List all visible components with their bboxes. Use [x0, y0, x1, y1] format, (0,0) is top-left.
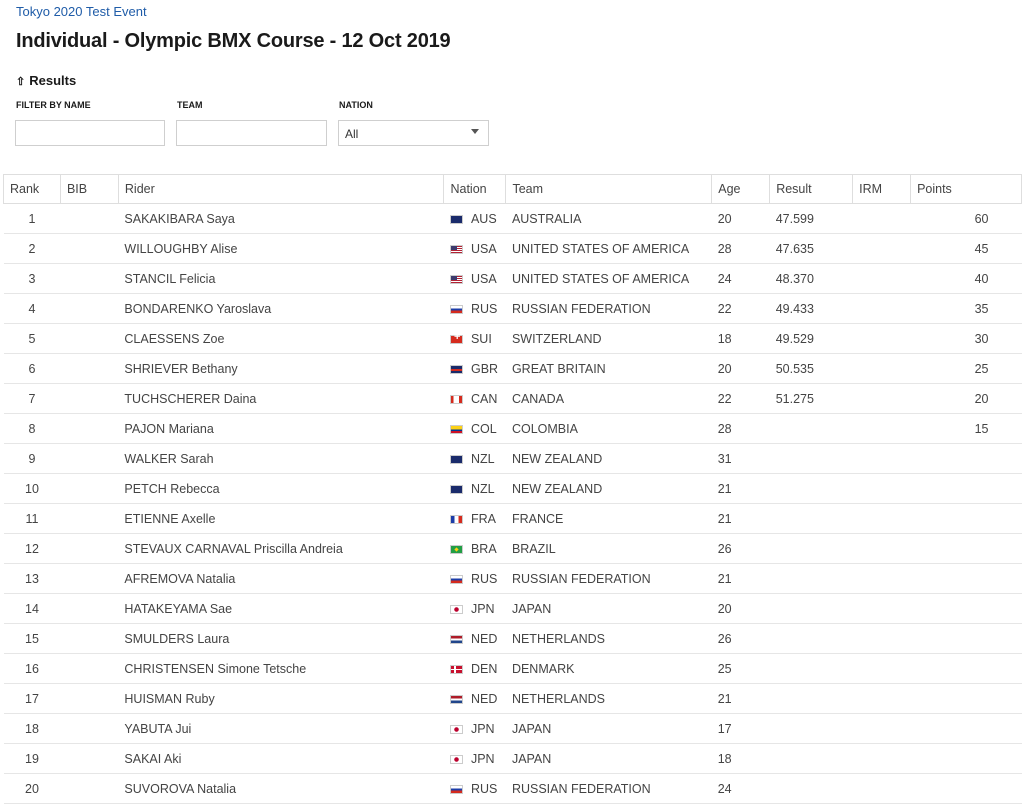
team-cell: UNITED STATES OF AMERICA: [506, 264, 712, 294]
flag-icon: [450, 485, 463, 494]
col-irm[interactable]: IRM: [853, 175, 911, 204]
points-cell: [911, 534, 1022, 564]
irm-cell: [853, 474, 911, 504]
rider-cell: ETIENNE Axelle: [118, 504, 444, 534]
result-cell: [770, 714, 853, 744]
rank-cell: 18: [4, 714, 61, 744]
bib-cell: [60, 744, 118, 774]
team-cell: SWITZERLAND: [506, 324, 712, 354]
col-nation[interactable]: Nation: [444, 175, 506, 204]
age-cell: 22: [712, 384, 770, 414]
filter-nation-label: NATION: [339, 100, 373, 110]
flag-icon: [450, 605, 463, 614]
table-row[interactable]: [4, 774, 1022, 804]
rider-cell: SHRIEVER Bethany: [118, 354, 444, 384]
nation-cell: [444, 474, 506, 504]
nation-code: COL: [470, 421, 497, 436]
nation-cell: [444, 564, 506, 594]
nation-select-value: All: [345, 127, 359, 141]
flag-icon: [450, 455, 463, 464]
team-cell: DENMARK: [506, 654, 712, 684]
result-cell: [770, 534, 853, 564]
nation-code: AUS: [470, 211, 497, 226]
points-cell: 15: [911, 414, 1022, 444]
points-cell: [911, 774, 1022, 804]
nation-cell: [444, 594, 506, 624]
team-cell: JAPAN: [506, 714, 712, 744]
points-cell: 25: [911, 354, 1022, 384]
bib-cell: [60, 654, 118, 684]
team-cell: CANADA: [506, 384, 712, 414]
nation-code: GBR: [470, 361, 499, 376]
result-cell: 51.275: [770, 384, 853, 414]
result-cell: [770, 744, 853, 774]
irm-cell: [853, 714, 911, 744]
age-cell: 17: [712, 714, 770, 744]
table-row[interactable]: [4, 624, 1022, 654]
nation-code: USA: [470, 271, 497, 286]
nation-code: NZL: [470, 481, 495, 496]
rider-cell: WALKER Sarah: [118, 444, 444, 474]
table-row[interactable]: [4, 534, 1022, 564]
rider-cell: PETCH Rebecca: [118, 474, 444, 504]
nation-code: RUS: [470, 571, 498, 586]
irm-cell: [853, 414, 911, 444]
nation-cell: [444, 654, 506, 684]
result-cell: 48.370: [770, 264, 853, 294]
rank-cell: 7: [4, 384, 61, 414]
flag-icon: [450, 515, 463, 524]
results-table: [3, 174, 1022, 804]
table-row[interactable]: [4, 714, 1022, 744]
irm-cell: [853, 384, 911, 414]
bib-cell: [60, 684, 118, 714]
age-cell: 24: [712, 774, 770, 804]
bib-cell: [60, 204, 118, 234]
irm-cell: [853, 354, 911, 384]
age-cell: 28: [712, 414, 770, 444]
flag-icon: [450, 275, 463, 284]
age-cell: 21: [712, 564, 770, 594]
result-cell: [770, 594, 853, 624]
irm-cell: [853, 684, 911, 714]
age-cell: 26: [712, 624, 770, 654]
team-cell: NETHERLANDS: [506, 624, 712, 654]
points-cell: 20: [911, 384, 1022, 414]
nation-cell: [444, 294, 506, 324]
age-cell: 28: [712, 234, 770, 264]
flag-icon: [450, 665, 463, 674]
irm-cell: [853, 204, 911, 234]
result-cell: [770, 654, 853, 684]
filter-name-label: FILTER BY NAME: [16, 100, 91, 110]
filter-name-input[interactable]: [15, 120, 165, 146]
nation-code: FRA: [470, 511, 496, 526]
bib-cell: [60, 414, 118, 444]
table-row[interactable]: [4, 414, 1022, 444]
col-bib[interactable]: BIB: [60, 175, 118, 204]
team-cell: NETHERLANDS: [506, 684, 712, 714]
result-cell: [770, 414, 853, 444]
age-cell: 26: [712, 534, 770, 564]
points-cell: [911, 594, 1022, 624]
rider-cell: BONDARENKO Yaroslava: [118, 294, 444, 324]
table-row[interactable]: [4, 294, 1022, 324]
result-cell: 49.433: [770, 294, 853, 324]
points-cell: 60: [911, 204, 1022, 234]
flag-icon: [450, 635, 463, 644]
irm-cell: [853, 324, 911, 354]
filter-team-label: TEAM: [177, 100, 203, 110]
flag-icon: [450, 425, 463, 434]
nation-cell: [444, 684, 506, 714]
bib-cell: [60, 774, 118, 804]
flag-icon: [450, 215, 463, 224]
rank-cell: 2: [4, 234, 61, 264]
irm-cell: [853, 264, 911, 294]
results-icon: ⇧: [16, 76, 26, 88]
points-cell: [911, 564, 1022, 594]
table-row[interactable]: [4, 264, 1022, 294]
rank-cell: 14: [4, 594, 61, 624]
rider-cell: SAKAKIBARA Saya: [118, 204, 444, 234]
rank-cell: 6: [4, 354, 61, 384]
age-cell: 21: [712, 504, 770, 534]
irm-cell: [853, 774, 911, 804]
rank-cell: 19: [4, 744, 61, 774]
rider-cell: WILLOUGHBY Alise: [118, 234, 444, 264]
rank-cell: 9: [4, 444, 61, 474]
points-cell: [911, 654, 1022, 684]
irm-cell: [853, 564, 911, 594]
age-cell: 20: [712, 354, 770, 384]
rank-cell: 20: [4, 774, 61, 804]
table-row[interactable]: [4, 474, 1022, 504]
rank-cell: 15: [4, 624, 61, 654]
nation-cell: [444, 204, 506, 234]
bib-cell: [60, 234, 118, 264]
rider-cell: SMULDERS Laura: [118, 624, 444, 654]
points-cell: [911, 474, 1022, 504]
flag-icon: [450, 725, 463, 734]
col-rider[interactable]: Rider: [118, 175, 444, 204]
flag-icon: [450, 755, 463, 764]
team-cell: RUSSIAN FEDERATION: [506, 294, 712, 324]
rider-cell: CLAESSENS Zoe: [118, 324, 444, 354]
nation-code: NED: [470, 691, 498, 706]
rank-cell: 5: [4, 324, 61, 354]
col-points[interactable]: Points: [911, 175, 1022, 204]
irm-cell: [853, 654, 911, 684]
team-cell: GREAT BRITAIN: [506, 354, 712, 384]
results-label: Results: [29, 73, 77, 88]
nation-cell: [444, 774, 506, 804]
bib-cell: [60, 714, 118, 744]
flag-icon: [450, 695, 463, 704]
irm-cell: [853, 234, 911, 264]
bib-cell: [60, 594, 118, 624]
table-row[interactable]: [4, 744, 1022, 774]
table-row[interactable]: [4, 324, 1022, 354]
rider-cell: PAJON Mariana: [118, 414, 444, 444]
rider-cell: SUVOROVA Natalia: [118, 774, 444, 804]
flag-icon: [450, 305, 463, 314]
bib-cell: [60, 444, 118, 474]
col-rank[interactable]: Rank: [4, 175, 61, 204]
nation-code: RUS: [470, 301, 498, 316]
flag-icon: [450, 245, 463, 254]
table-row[interactable]: [4, 564, 1022, 594]
table-row[interactable]: [4, 384, 1022, 414]
nation-code: NED: [470, 631, 498, 646]
points-cell: [911, 714, 1022, 744]
result-cell: 50.535: [770, 354, 853, 384]
rank-cell: 17: [4, 684, 61, 714]
team-cell: NEW ZEALAND: [506, 474, 712, 504]
flag-icon: [450, 335, 463, 344]
points-cell: [911, 444, 1022, 474]
nation-cell: [444, 624, 506, 654]
team-cell: RUSSIAN FEDERATION: [506, 564, 712, 594]
team-cell: RUSSIAN FEDERATION: [506, 774, 712, 804]
breadcrumb[interactable]: Tokyo 2020 Test Event: [16, 4, 147, 19]
rank-cell: 3: [4, 264, 61, 294]
rider-cell: YABUTA Jui: [118, 714, 444, 744]
age-cell: 21: [712, 684, 770, 714]
team-cell: NEW ZEALAND: [506, 444, 712, 474]
table-row[interactable]: [4, 234, 1022, 264]
bib-cell: [60, 264, 118, 294]
result-cell: [770, 474, 853, 504]
bib-cell: [60, 354, 118, 384]
bib-cell: [60, 384, 118, 414]
age-cell: 18: [712, 324, 770, 354]
result-cell: 47.599: [770, 204, 853, 234]
points-cell: [911, 744, 1022, 774]
points-cell: 35: [911, 294, 1022, 324]
table-row[interactable]: [4, 354, 1022, 384]
result-cell: [770, 564, 853, 594]
age-cell: 21: [712, 474, 770, 504]
points-cell: [911, 684, 1022, 714]
bib-cell: [60, 294, 118, 324]
result-cell: 49.529: [770, 324, 853, 354]
rider-cell: CHRISTENSEN Simone Tetsche: [118, 654, 444, 684]
irm-cell: [853, 624, 911, 654]
nation-cell: [444, 324, 506, 354]
points-cell: 40: [911, 264, 1022, 294]
page-title: Individual - Olympic BMX Course - 12 Oct 2019: [16, 30, 451, 52]
result-cell: 47.635: [770, 234, 853, 264]
age-cell: 20: [712, 594, 770, 624]
rank-cell: 16: [4, 654, 61, 684]
age-cell: 25: [712, 654, 770, 684]
results-section-title: [16, 73, 76, 88]
nation-code: NZL: [470, 451, 495, 466]
rider-cell: AFREMOVA Natalia: [118, 564, 444, 594]
result-cell: [770, 774, 853, 804]
flag-icon: [450, 545, 463, 554]
team-cell: COLOMBIA: [506, 414, 712, 444]
nation-cell: [444, 384, 506, 414]
points-cell: 30: [911, 324, 1022, 354]
team-cell: UNITED STATES OF AMERICA: [506, 234, 712, 264]
rank-cell: 11: [4, 504, 61, 534]
age-cell: 24: [712, 264, 770, 294]
nation-code: JPN: [470, 751, 495, 766]
rider-cell: TUCHSCHERER Daina: [118, 384, 444, 414]
bib-cell: [60, 474, 118, 504]
bib-cell: [60, 504, 118, 534]
nation-code: USA: [470, 241, 497, 256]
result-cell: [770, 684, 853, 714]
result-cell: [770, 504, 853, 534]
age-cell: 18: [712, 744, 770, 774]
team-cell: BRAZIL: [506, 534, 712, 564]
header-row: [4, 175, 1022, 204]
table-row[interactable]: [4, 444, 1022, 474]
points-cell: 45: [911, 234, 1022, 264]
chevron-down-icon: [471, 129, 479, 134]
nation-cell: [444, 234, 506, 264]
age-cell: 22: [712, 294, 770, 324]
rider-cell: SAKAI Aki: [118, 744, 444, 774]
irm-cell: [853, 534, 911, 564]
rider-cell: STANCIL Felicia: [118, 264, 444, 294]
rider-cell: HUISMAN Ruby: [118, 684, 444, 714]
nation-code: RUS: [470, 781, 498, 796]
table-row[interactable]: [4, 684, 1022, 714]
flag-icon: [450, 785, 463, 794]
table-row[interactable]: [4, 204, 1022, 234]
col-age[interactable]: Age: [712, 175, 770, 204]
nation-cell: [444, 534, 506, 564]
age-cell: 20: [712, 204, 770, 234]
result-cell: [770, 444, 853, 474]
rank-cell: 12: [4, 534, 61, 564]
age-cell: 31: [712, 444, 770, 474]
flag-icon: [450, 365, 463, 374]
points-cell: [911, 504, 1022, 534]
nation-cell: [444, 504, 506, 534]
nation-cell: [444, 414, 506, 444]
rider-cell: HATAKEYAMA Sae: [118, 594, 444, 624]
team-cell: AUSTRALIA: [506, 204, 712, 234]
nation-cell: [444, 354, 506, 384]
irm-cell: [853, 744, 911, 774]
nation-cell: [444, 744, 506, 774]
nation-cell: [444, 264, 506, 294]
nation-code: JPN: [470, 601, 495, 616]
bib-cell: [60, 534, 118, 564]
col-result[interactable]: Result: [770, 175, 853, 204]
irm-cell: [853, 594, 911, 624]
flag-icon: [450, 395, 463, 404]
rider-cell: STEVAUX CARNAVAL Priscilla Andreia: [118, 534, 444, 564]
nation-code: SUI: [470, 331, 492, 346]
rank-cell: 8: [4, 414, 61, 444]
flag-icon: [450, 575, 463, 584]
filter-team-input[interactable]: [176, 120, 327, 146]
table-row[interactable]: [4, 594, 1022, 624]
table-row[interactable]: [4, 654, 1022, 684]
team-cell: JAPAN: [506, 744, 712, 774]
irm-cell: [853, 444, 911, 474]
rank-cell: 1: [4, 204, 61, 234]
nation-code: BRA: [470, 541, 497, 556]
table-row[interactable]: [4, 504, 1022, 534]
irm-cell: [853, 294, 911, 324]
nation-code: CAN: [470, 391, 498, 406]
team-cell: JAPAN: [506, 594, 712, 624]
nation-cell: [444, 714, 506, 744]
result-cell: [770, 624, 853, 654]
bib-cell: [60, 624, 118, 654]
irm-cell: [853, 504, 911, 534]
rank-cell: 10: [4, 474, 61, 504]
points-cell: [911, 624, 1022, 654]
col-team[interactable]: Team: [506, 175, 712, 204]
bib-cell: [60, 564, 118, 594]
nation-code: DEN: [470, 661, 498, 676]
nation-cell: [444, 444, 506, 474]
bib-cell: [60, 324, 118, 354]
nation-code: JPN: [470, 721, 495, 736]
nation-select[interactable]: [338, 120, 489, 146]
rank-cell: 4: [4, 294, 61, 324]
team-cell: FRANCE: [506, 504, 712, 534]
rank-cell: 13: [4, 564, 61, 594]
